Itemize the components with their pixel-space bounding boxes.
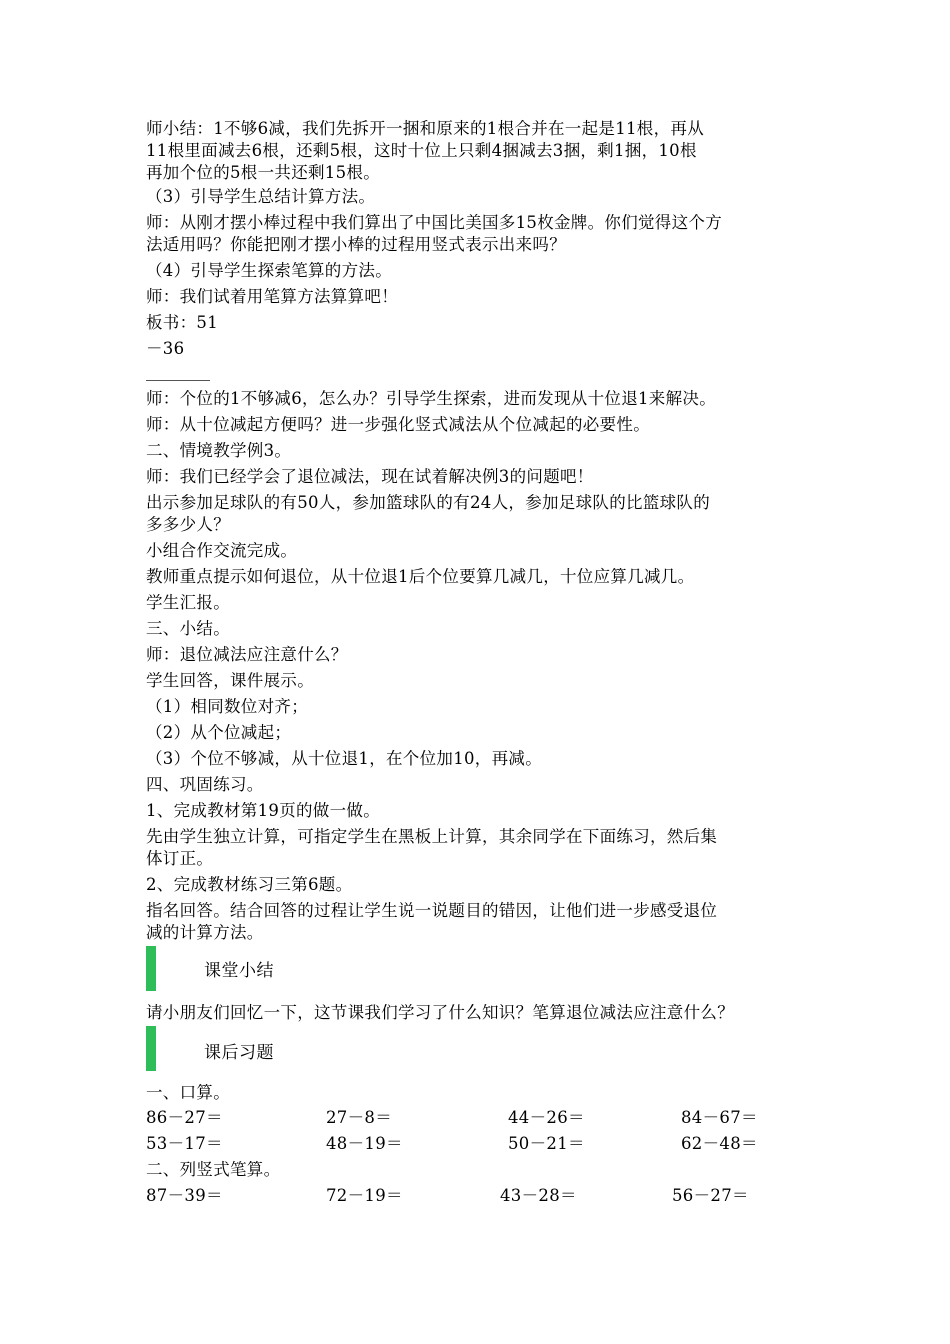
exercise-item: 43－28＝ bbox=[500, 1186, 577, 1205]
text-line: 师：个位的1不够减6，怎么办？引导学生探索，进而发现从十位退1来解决。 bbox=[146, 389, 716, 408]
exercise-item: 72－19＝ bbox=[326, 1186, 403, 1205]
text-line: （2）从个位减起； bbox=[146, 723, 292, 742]
text-line: 师：我们试着用笔算方法算算吧！ bbox=[146, 287, 398, 306]
text-line: 体订正。 bbox=[146, 849, 214, 868]
text-line: 师：从刚才摆小棒过程中我们算出了中国比美国多15枚金牌。你们觉得这个方 bbox=[146, 213, 722, 232]
text-line: 教师重点提示如何退位，从十位退1后个位要算几减几，十位应算几减几。 bbox=[146, 567, 695, 586]
exercise-item: 56－27＝ bbox=[672, 1186, 749, 1205]
section-marker-bar bbox=[146, 1026, 156, 1071]
text-line: 二、情境教学例3。 bbox=[146, 441, 292, 460]
vertical-subtraction-rule bbox=[146, 380, 210, 381]
text-line: 指名回答。结合回答的过程让学生说一说题目的错因，让他们进一步感受退位 bbox=[146, 901, 718, 920]
exercise-item: 86－27＝ bbox=[146, 1108, 223, 1127]
text-line: 出示参加足球队的有50人，参加篮球队的有24人，参加足球队的比篮球队的 bbox=[146, 493, 710, 512]
text-line: （3）个位不够减，从十位退1，在个位加10，再减。 bbox=[146, 749, 542, 768]
section-title: 课堂小结 bbox=[204, 961, 274, 981]
text-line: 师小结：1不够6减，我们先拆开一捆和原来的1根合并在一起是11根，再从 bbox=[146, 119, 704, 138]
text-line: 三、小结。 bbox=[146, 619, 230, 638]
exercise-item: 87－39＝ bbox=[146, 1186, 223, 1205]
text-line: 学生汇报。 bbox=[146, 593, 230, 612]
text-line: 2、完成教材练习三第6题。 bbox=[146, 875, 353, 894]
text-line: 1、完成教材第19页的做一做。 bbox=[146, 801, 380, 820]
text-line: 11根里面减去6根，还剩5根，这时十位上只剩4捆减去3捆，剩1捆，10根 bbox=[146, 141, 697, 160]
exercise-heading: 二、列竖式笔算。 bbox=[146, 1160, 281, 1179]
section-title: 课后习题 bbox=[204, 1043, 274, 1063]
exercise-item: 62－48＝ bbox=[681, 1134, 758, 1153]
text-line: 师：从十位减起方便吗？进一步强化竖式减法从个位减起的必要性。 bbox=[146, 415, 650, 434]
text-line: 再加个位的5根一共还剩15根。 bbox=[146, 163, 380, 182]
exercise-item: 84－67＝ bbox=[681, 1108, 758, 1127]
text-line: 多多少人？ bbox=[146, 515, 230, 534]
exercise-heading: 一、口算。 bbox=[146, 1083, 230, 1102]
text-line: 师：退位减法应注意什么？ bbox=[146, 645, 348, 664]
text-line: 师：我们已经学会了退位减法，现在试着解决例3的问题吧！ bbox=[146, 467, 594, 486]
text-line: 小组合作交流完成。 bbox=[146, 541, 298, 560]
text-line: 板书：51 bbox=[146, 313, 218, 332]
text-line: 法适用吗？你能把刚才摆小棒的过程用竖式表示出来吗？ bbox=[146, 235, 566, 254]
text-line: 先由学生独立计算，可指定学生在黑板上计算，其余同学在下面练习，然后集 bbox=[146, 827, 718, 846]
text-line: 减的计算方法。 bbox=[146, 923, 264, 942]
exercise-item: 53－17＝ bbox=[146, 1134, 223, 1153]
text-line: （1）相同数位对齐； bbox=[146, 697, 308, 716]
text-line: （4）引导学生探索笔算的方法。 bbox=[146, 261, 392, 280]
section-text: 请小朋友们回忆一下，这节课我们学习了什么知识？笔算退位减法应注意什么？ bbox=[146, 1003, 734, 1022]
exercise-item: 27－8＝ bbox=[326, 1108, 392, 1127]
text-line: （3）引导学生总结计算方法。 bbox=[146, 187, 376, 206]
exercise-item: 44－26＝ bbox=[508, 1108, 585, 1127]
exercise-item: 50－21＝ bbox=[508, 1134, 585, 1153]
text-line: 学生回答，课件展示。 bbox=[146, 671, 314, 690]
text-line: 四、巩固练习。 bbox=[146, 775, 264, 794]
exercise-item: 48－19＝ bbox=[326, 1134, 403, 1153]
text-line: －36 bbox=[146, 339, 185, 358]
section-marker-bar bbox=[146, 946, 156, 991]
